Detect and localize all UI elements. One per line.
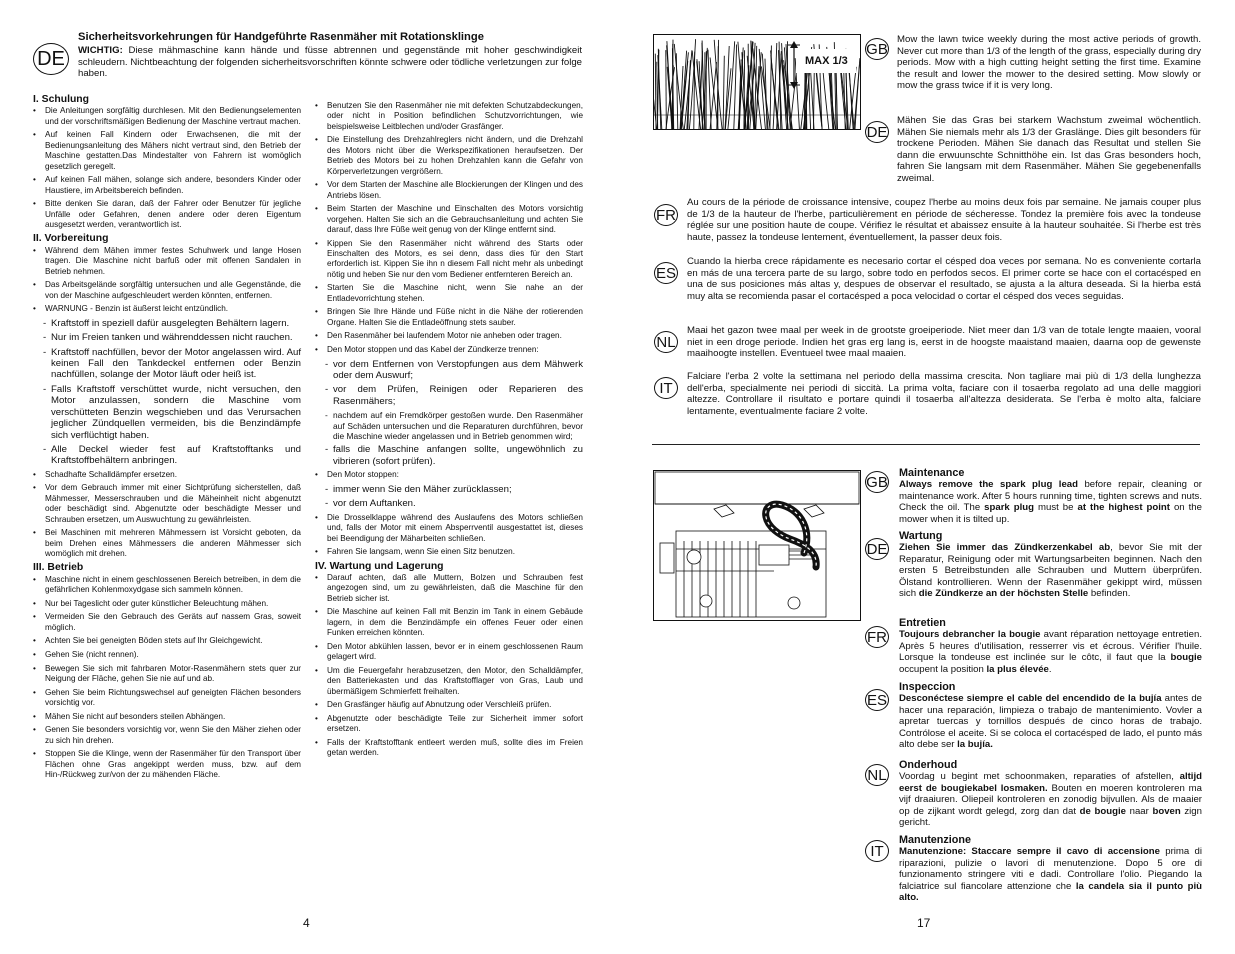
mowing-text-it: Falciare l'erba 2 volte la settimana nel periodo della massima crescita. Non tagliare mai più di 1/3 della lunghezza dell'erba, specialmente nei periodi di siccità. La prima volta, faciare con il tosaerba regolato ad una delle maggiori altezze. Controllare il risultato e portare quindi il tosaerba all'altezza desiderata. Se l'erba è molto alta, falciare lentamente, eventualmente faciare 2 volte.: [687, 371, 1201, 417]
engine-illustration: [653, 470, 861, 621]
mowing-text-es: Cuando la hierba crece rápidamente es necesario cortar el césped doa veces por semana. No es conveniente cortarla en más de una tercera parte de su largo, sobre todo en perfodos secos. El primer corte se hace con el cortacésped en una de sus posiciones más altas y, despues de observar el resultado, se ajusta a la altura deseada. Si la hierba está muy alta se recomienda pasar el cortacésped a poca velocidad o cortar el césped dos veces seguidas.: [687, 256, 1201, 302]
bullet-list: [315, 513, 583, 558]
grass-drawing: [654, 35, 860, 129]
text-run: Voordag u begint met schoonmaken, reparaties of afstellen,: [899, 771, 1180, 782]
list-item: - Alle Deckel wieder fest auf Kraftstofftanks und Kraftstoffbehältern anbringen.: [33, 444, 301, 467]
maintenance-title: Entretien: [899, 617, 946, 629]
lang-badge-fr-maint: FR: [865, 626, 889, 648]
dash-list: [315, 484, 583, 510]
mowing-text-de: Mähen Sie das Gras bei starkem Wachstum zweimal wöchentlich. Mähen Sie niemals mehr als 1/3 der Graslänge. Dies gilt besonders für trockene Perioden. Mähen Sie danach das Resultat und stellen Sie dann die erwuunschte Schnitthöhe ein. Ist das Gras besonders hoch, fahren Sie langsam mit dem Rasenmäher. Mähen Sie gegebenenfalls zweimal.: [897, 115, 1201, 184]
list-item: • Stoppen Sie die Klinge, wenn der Rasenmäher für den Transport über Flächen ohne Gras angekippt werden muss, bzw. auf dem Hin-/Rückweg zur/von der zu mähenden Fläche.: [33, 749, 301, 780]
text-run: must be: [1034, 502, 1078, 513]
bold-text: spark plug: [984, 502, 1035, 513]
maintenance-nl: [899, 759, 1202, 829]
bold-text: altijd eerst de bougiekabel losmaken.: [899, 771, 1202, 794]
warning-body: Diese mähmaschine kann hände und füsse abtrennen und gegenstände mit hoher geschwindigkeit schleudern. Nichtbeachtung der folgenden sicherheitsvorschriften könnte schwere oder tödliche verletzungen zur folge haben.: [78, 45, 582, 79]
bullet-list: [33, 106, 301, 230]
list-item: • Gehen Sie (nicht rennen).: [33, 650, 301, 660]
left-column-1: [33, 91, 301, 784]
list-item: • Die Einstellung des Drehzahlreglers nicht ändern, und die Drehzahl des Motors nicht über die Werkspezifikationen heraufsetzen. Der Betrieb des Motors bei zu hohen Drehzahlen kann die Gefahr von Körperverletzungen vergrößern.: [315, 135, 583, 177]
list-item: • Schadhafte Schalldämpfer ersetzen.: [33, 470, 301, 480]
maintenance-it: [899, 834, 1202, 904]
max-third-label: MAX 1/3: [805, 55, 848, 67]
list-item: - Nur im Freien tanken und währenddessen nicht rauchen.: [33, 332, 301, 343]
maintenance-body: [899, 846, 1202, 904]
lang-badge-gb-maint: GB: [865, 471, 889, 493]
list-item: • Bei Maschinen mit mehreren Mähmessern ist Vorsicht geboten, da beim Drehen eines Mähmessers die anderen Mähmesser sich womöglich mit drehen.: [33, 528, 301, 559]
list-item: • Den Grasfänger häufig auf Abnutzung oder Verschleiß prüfen.: [315, 700, 583, 710]
list-item: • Den Motor stoppen und das Kabel der Zündkerze trennen:: [315, 345, 583, 355]
bold-text: Toujours debrancher la bougie: [899, 629, 1041, 640]
maintenance-title: Inspeccion: [899, 681, 956, 693]
page-number-right: 17: [917, 916, 931, 930]
maintenance-fr: [899, 617, 1202, 675]
list-item: • Vor dem Gebrauch immer mit einer Sichtprüfung sicherstellen, daß Mähmesser, Messerschrauben und die Mäheinheit nicht abgenutzt oder beschädigt sind. Abgenutzte oder beschädigte Messer und Schrauben ersetzen, um Auswuchtung zu gewährleisten.: [33, 483, 301, 525]
maintenance-es: [899, 681, 1202, 751]
section-heading: IV. Wartung und Lagerung: [315, 560, 444, 572]
maintenance-body: [899, 693, 1202, 751]
list-item: • Nur bei Tageslicht oder guter künstlicher Beleuchtung mähen.: [33, 599, 301, 609]
bold-text: la plus élevée: [986, 663, 1049, 675]
warning-text: [78, 45, 582, 80]
list-item: - Falls Kraftstoff verschüttet wurde, nicht versuchen, den Motor anzulassen, sondern die Maschine vom verschütteten Benzin wegschieben und das Verursachen jeglicher Zündquellen vermeiden, bis die Benzindämpfe sich verflüchtigt haben.: [33, 384, 301, 441]
text-run: occupent la position: [899, 663, 987, 675]
maintenance-body: [899, 771, 1202, 829]
left-column-2: [315, 101, 583, 762]
list-item: • Auf keinen Fall mähen, solange sich andere, besonders Kinder oder Haustiere, im Arbeitsbereich befinden.: [33, 175, 301, 196]
bullet-list: [315, 573, 583, 759]
list-item: • Falls der Kraftstofftank entleert werden muß, sollte dies im Freien getan werden.: [315, 738, 583, 759]
list-item: • Bitte denken Sie daran, daß der Fahrer oder Benutzer für jegliche Unfälle oder Gefahren, denen andere oder deren Eigentum ausgesetzt werden, verantwortlich ist.: [33, 199, 301, 230]
bold-text: at the highest point: [1077, 502, 1170, 513]
text-run: naar: [1125, 805, 1153, 817]
bold-text: Desconéctese siempre el cable del encendido de la bujía: [899, 693, 1162, 704]
list-item: • Kippen Sie den Rasenmäher nicht während des Starts oder Einschalten des Motors, es sei denn, dass dies für den Start erforderlich ist. Kippen Sie ihn n diesem Fall nicht mehr als unbedingt nötig und heben Sie nur den vom Bediener entfernteren Bereich an.: [315, 239, 583, 281]
bullet-list: [33, 470, 301, 560]
maintenance-de: [899, 530, 1202, 600]
bullet-list: [315, 470, 583, 480]
maintenance-title: Wartung: [899, 530, 943, 542]
lang-badge-it: IT: [654, 377, 678, 399]
text-run: antes de hacer una reparación, limpieza o trabajo de mantenimiento. Vovler a apretar tuercas y tornillos después de cinco horas de trabajo. Contrólose el aceite. Si se coloca el cortacésped de lado, el punto más alto debe ser: [899, 693, 1202, 750]
list-item: • Achten Sie bei geneigten Böden stets auf Ihr Gleichgewicht.: [33, 636, 301, 646]
lang-badge-nl-maint: NL: [865, 764, 889, 786]
grass-illustration: [653, 34, 861, 130]
list-item: • WARNUNG - Benzin ist äußerst leicht entzündlich.: [33, 304, 301, 314]
bold-text: Ziehen Sie immer das Zündkerzenkabel ab: [899, 542, 1111, 553]
bold-text: Manutenzione: Staccare sempre il cavo di accensione: [899, 846, 1160, 857]
list-item: • Vermeiden Sie den Gebrauch des Geräts auf nassem Gras, soweit möglich.: [33, 612, 301, 633]
lang-badge-de-mowing: DE: [865, 121, 889, 143]
lang-badge-it-maint: IT: [865, 840, 889, 862]
list-item: • Die Drosselklappe während des Auslaufens des Motors schließen und, falls der Motor mit einem Absperrventil ausgestattet ist, dieses bei Beendigung der Mäharbeiten schließen.: [315, 513, 583, 544]
section-heading: III. Betrieb: [33, 562, 84, 574]
text-run: .: [1048, 663, 1052, 675]
text-run: before repair, cleaning or maintenance work. After 5 hours running time, tighten screws and nuts. Check the oil. The: [899, 479, 1202, 513]
lang-badge-nl: NL: [654, 331, 678, 353]
list-item: • Auf keinen Fall Kindern oder Erwachsenen, die mit der Bedienungsanleitung des Mähers nicht vertraut sind, den Betrieb der Maschine gestatten.Das Mindestalter von Fahrern ist womöglich gesetzlich geregelt.: [33, 130, 301, 172]
list-item: • Mähen Sie nicht auf besonders steilen Abhängen.: [33, 712, 301, 722]
list-item: - vor dem Entfernen von Verstopfungen aus dem Mähwerk oder dem Auswurf;: [315, 359, 583, 382]
maintenance-body: [899, 479, 1202, 525]
list-item: - Kraftstoff nachfüllen, bevor der Motor angelassen wird. Auf keinen Fall den Tankdeckel entfernen oder Benzin nachfüllen, solange der Motor läuft oder heiß ist.: [33, 347, 301, 381]
text-run: , bevor Sie mit der Reparatur, Reinigung oder mit Wartungsarbeiten beginnen. Nach den ersten 5 Betreibstunden alle Schrauben und Muttern überprüfen. Ölstand kontrollieren. Wenn der Rasenmäher gekippt wird, müssen sich: [899, 542, 1202, 599]
list-item: - falls die Maschine anfangen sollte, ungewöhnlich zu vibrieren (sofort prüfen).: [315, 444, 583, 467]
dash-list: [315, 359, 583, 468]
maintenance-title: Onderhoud: [899, 759, 958, 771]
page-title: Sicherheitsvorkehrungen für Handgeführte Rasenmäher mit Rotationsklinge: [78, 31, 484, 43]
bullet-list: [315, 101, 583, 355]
maintenance-body: [899, 542, 1202, 600]
list-item: • Bewegen Sie sich mit fahrbaren Motor-Rasenmähern stets quer zur Neigung der Fläche, gehen Sie nie auf und ab.: [33, 664, 301, 685]
mowing-text-fr: Au cours de la période de croissance intensive, coupez l'herbe au moins deux fois par semaine. Ne jamais couper plus de 1/3 de la hauteur de l'herbe, particulièrement en période de sécheresse. Tondez la première fois avec la tondeuse réglée sur une position haute de coupe. Vérifiez le résultat et abaissez ensuite à la hauteur souhaitée. Si l'herbe est très haute, passez la tondeuse lentement, éventuellement, la passer deux fois.: [687, 197, 1201, 243]
lang-badge-fr: FR: [654, 204, 678, 226]
list-item: • Abgenutzte oder beschädigte Teile zur Sicherheit immer sofort ersetzen.: [315, 714, 583, 735]
list-item: • Die Maschine auf keinen Fall mit Benzin im Tank in einem Gebäude lagern, in dem die Benzindämpfe ein offenes Feuer oder einen Funken erreichen könnten.: [315, 607, 583, 638]
list-item: • Das Arbeitsgelände sorgfältig untersuchen und alle Gegenstände, die von der Maschine aufgeschleudert werden könnten, entfernen.: [33, 280, 301, 301]
list-item: • Genen Sie besonders vorsichtig vor, wenn Sie den Mäher ziehen oder zu sich hin drehen.: [33, 725, 301, 746]
list-item: • Um die Feuergefahr herabzusetzen, den Motor, den Schalldämpfer, den Batteriekasten und das Kraftstofflager von Gras, Laub und übermäßigem Schmierfett freihalten.: [315, 666, 583, 697]
page-number-left: 4: [303, 916, 310, 930]
maintenance-title: Maintenance: [899, 467, 965, 479]
list-item: • Benutzen Sie den Rasenmäher nie mit defekten Schutzabdeckungen, oder nicht in Position befindlichen Schutzvorrichtungen, wie beispielsweise Leitblechen und/oder Grasfänger.: [315, 101, 583, 132]
lang-badge-es: ES: [654, 262, 678, 284]
section-heading: II. Vorbereitung: [33, 233, 109, 245]
list-item: • Den Motor stoppen:: [315, 470, 583, 480]
list-item: • Vor dem Starten der Maschine alle Blockierungen der Klingen und des Antriebs lösen.: [315, 180, 583, 201]
bold-text: die Zündkerze an der höchsten Stelle: [918, 588, 1089, 599]
bullet-list: [33, 575, 301, 781]
lang-badge-gb: GB: [865, 38, 889, 60]
text-run: avant réparation nettoyage entretien. Après 5 heures d'utilisation, resserrer vis et écrous. Vérifier l'huile. Lorsque la tondeuse est inclinée sur le côtc, il faut que la: [899, 629, 1202, 663]
dash-list: [33, 318, 301, 467]
bold-text: bougie: [1170, 652, 1202, 663]
list-item: - Kraftstoff in speziell dafür ausgelegten Behältern lagern.: [33, 318, 301, 329]
list-item: - nachdem auf ein Fremdkörper gestoßen wurde. Den Rasenmäher auf Schäden untersuchen und die Reparaturen durchführen, bevor die Maschine wieder angelassen und in Betrieb genommen wird;: [315, 410, 583, 441]
list-item: • Bringen Sie Ihre Hände und Füße nicht in die Nähe der rotierenden Organe. Halten Sie die Entladeöffnung stets sauber.: [315, 307, 583, 328]
list-item: • Darauf achten, daß alle Muttern, Bolzen und Schrauben fest angezogen sind, um zu gewährleisten, daß die Maschine für den Betrieb sicher ist.: [315, 573, 583, 604]
section-heading: I. Schulung: [33, 94, 89, 105]
safety-header: [78, 31, 582, 80]
list-item: • Fahren Sie langsam, wenn Sie einen Sitz benutzen.: [315, 547, 583, 557]
lang-badge-de: DE: [33, 43, 69, 75]
list-item: - vor dem Prüfen, Reinigen oder Reparieren des Rasenmähers;: [315, 384, 583, 407]
text-run: zign gericht.: [899, 805, 1202, 828]
list-item: • Gehen Sie beim Richtungswechsel auf geneigten Flächen besonders vorsichtig vor.: [33, 688, 301, 709]
text-run: on the mower when it is tilted up.: [899, 502, 1202, 525]
list-item: • Maschine nicht in einem geschlossenen Bereich betreiben, in dem die gefährlichen Kohlenmoxydgase sich sammeln können.: [33, 575, 301, 596]
list-item: • Starten Sie die Maschine nicht, wenn Sie nahe an der Entladevorrichtung stehen.: [315, 283, 583, 304]
mowing-text-nl: Maai het gazon twee maal per week in de grootste groeiperiode. Niet meer dan 1/3 van de totale lengte maaien, vooral niet in een droge periode. Indien het gras erg lang is, eerst in de hoogste maaistand maaien, daarna oop de gewenste maaihoogte instellen. Eventueel twee maal maaien.: [687, 325, 1201, 359]
list-item: • Den Motor abkühlen lassen, bevor er in einem geschlossenen Raum gelagert wird.: [315, 642, 583, 663]
list-item: - vor dem Auftanken.: [315, 498, 583, 509]
text-run: befinden.: [1088, 588, 1131, 599]
maintenance-body: [899, 629, 1202, 675]
section-divider: [652, 444, 1200, 445]
engine-drawing: [654, 471, 860, 620]
maintenance-title: Manutenzione: [899, 834, 971, 846]
list-item: • Die Anleitungen sorgfältig durchlesen. Mit den Bedienungselementen und der vorschriftsmäßigen Bedienung der Maschine vertraut machen.: [33, 106, 301, 127]
list-item: • Den Rasenmäher bei laufendem Motor nie anheben oder tragen.: [315, 331, 583, 341]
maintenance-gb: [899, 467, 1202, 525]
bullet-list: [33, 246, 301, 315]
bold-text: la candela sia il punto più alto.: [899, 880, 1203, 903]
text-run: prima di riparazioni, pulizie o lavori di menutenzione. Dopo 5 ore di funzionamento stringere viti e dadi. Controllare l'olio. Piegando la falciatrice sul fiancolare attenzione che: [899, 846, 1202, 892]
warning-label: WICHTIG:: [78, 45, 123, 56]
list-item: • Während dem Mähen immer festes Schuhwerk und lange Hosen tragen. Die Maschine nicht barfuß oder mit offenen Sandalen in Betrieb nehmen.: [33, 246, 301, 277]
lang-badge-de-maint: DE: [865, 538, 889, 560]
list-item: • Beim Starten der Maschine und Einschalten des Motors vorsichtig vorgehen. Halten Sie sich an die Gebrauchsanleitung und achten Sie darauf, dass Ihre Füße weit genug von der Klinge entfernt sind.: [315, 204, 583, 235]
bold-text: de bougie: [1079, 805, 1126, 817]
bold-text: la bujía.: [957, 739, 993, 750]
list-item: - immer wenn Sie den Mäher zurücklassen;: [315, 484, 583, 495]
lang-badge-es-maint: ES: [865, 689, 889, 711]
mowing-text-gb: Mow the lawn twice weekly during the most active periods of growth. Never cut more than 1/3 of the length of the grass, especially during dry periods. Mow with a high cutting height setting the first time. Examine the result and lower the mower to the desired setting. Mow slowly or mow the grass twice if it is very long.: [897, 34, 1201, 91]
bold-text: boven: [1152, 805, 1181, 817]
bold-text: Always remove the spark plug lead: [899, 479, 1078, 490]
text-run: Bouten en moeren kontroleren ma vijf draaiuren. Oliepeil kontroleren en zonodig bijvullen. Als de maaier op de zijkant wordt gelegd, zorg dan dat: [899, 782, 1202, 817]
